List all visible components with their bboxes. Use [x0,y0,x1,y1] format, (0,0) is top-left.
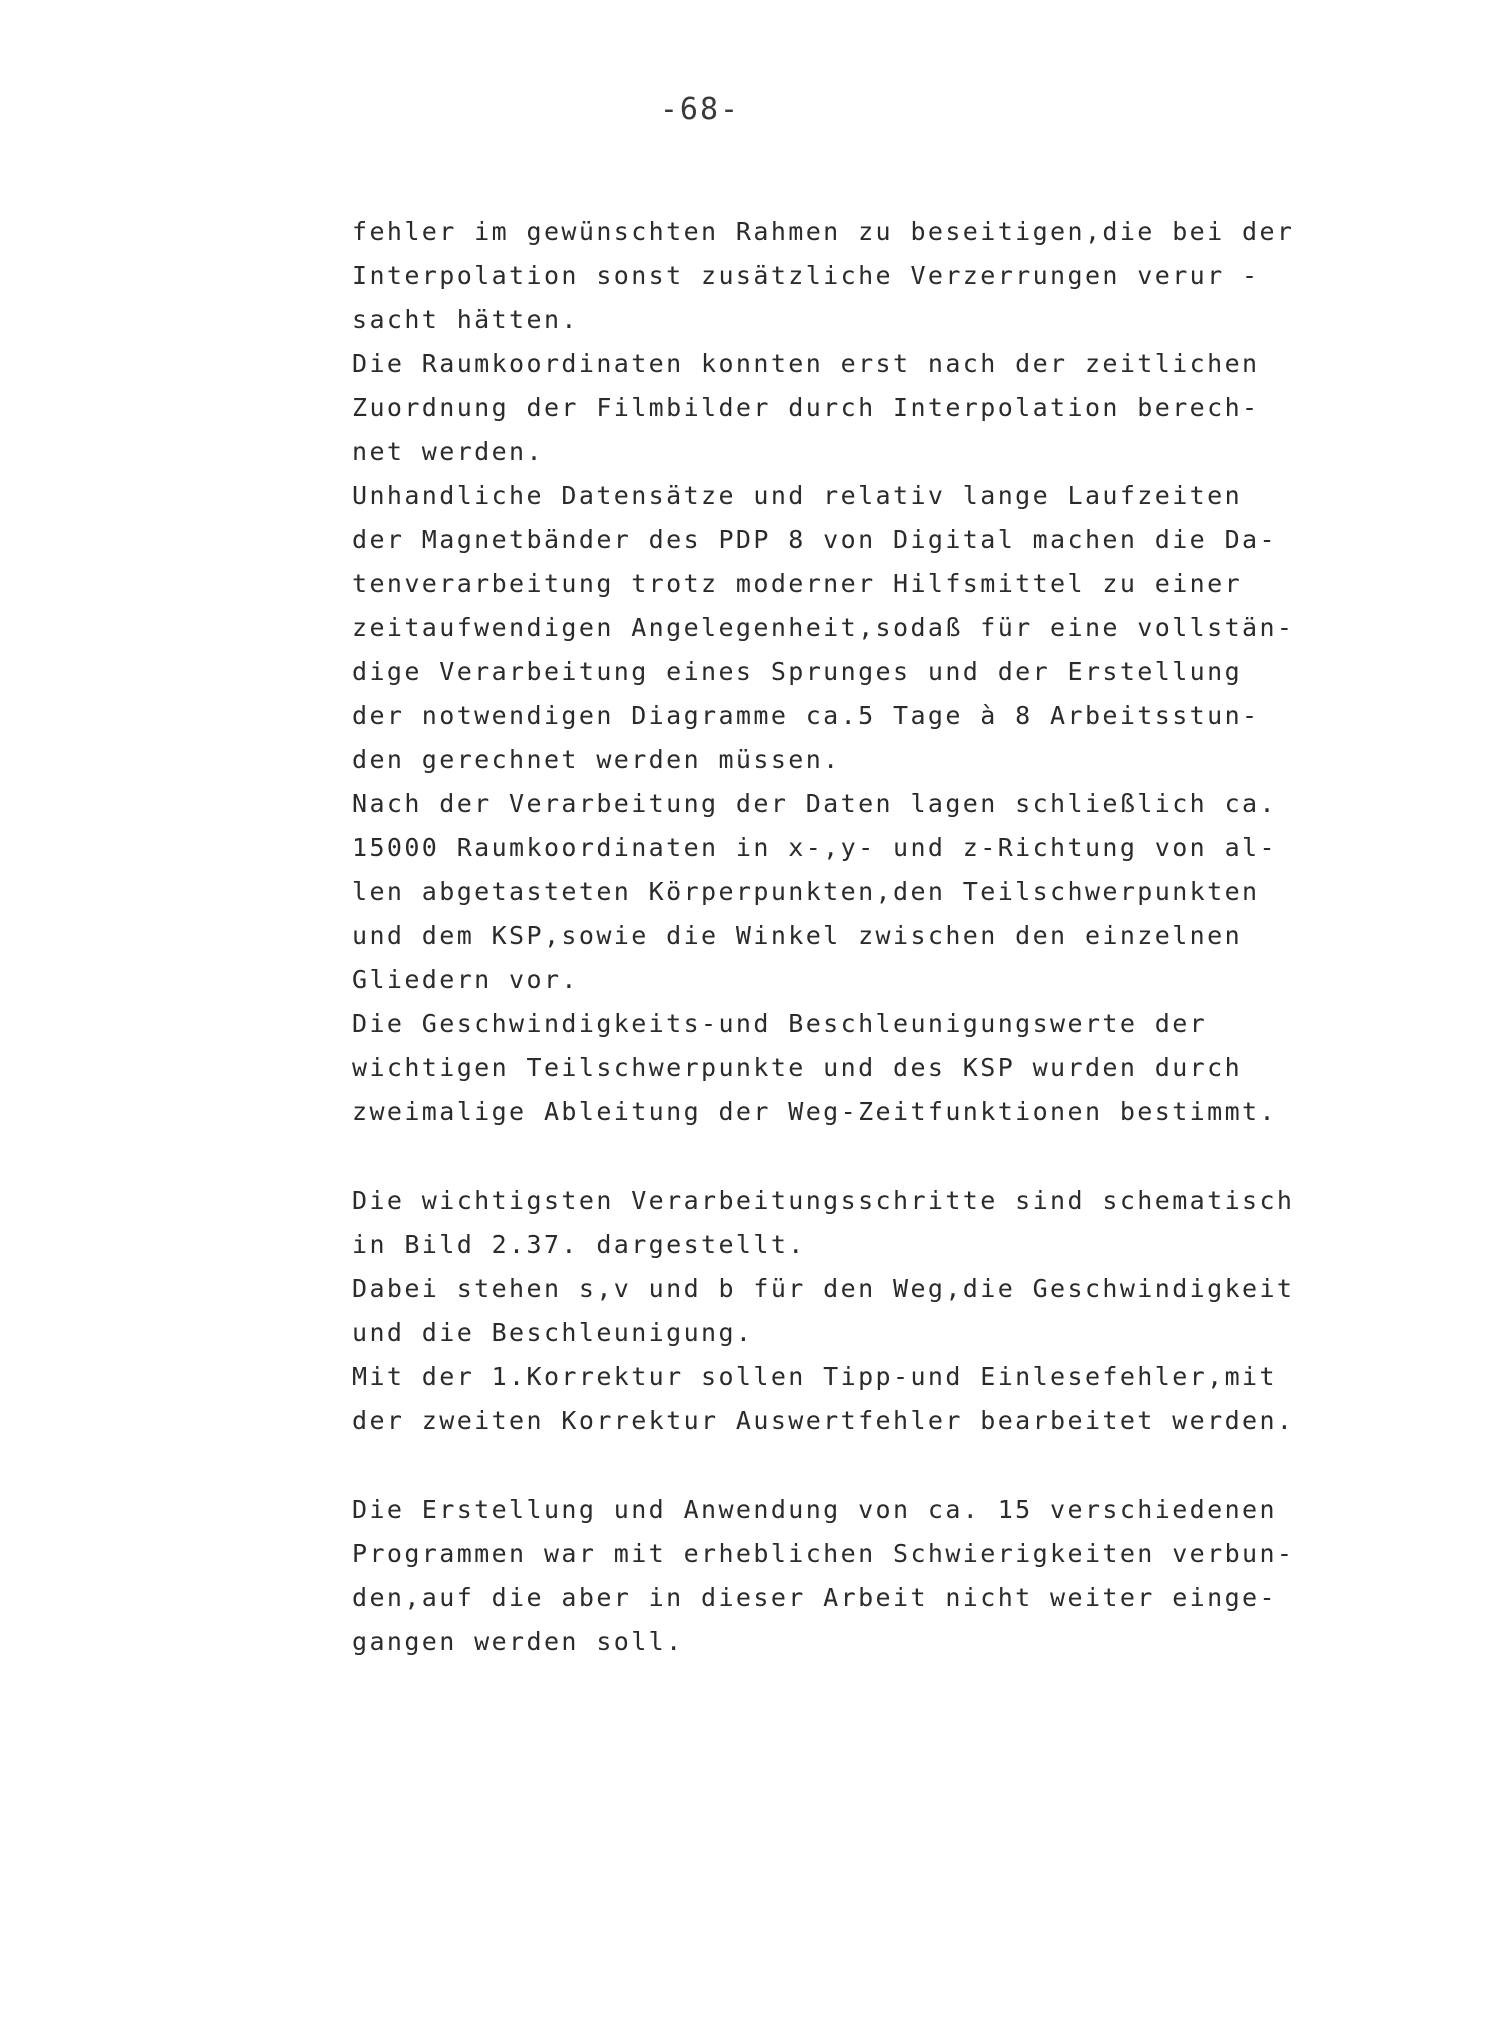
text-line: len abgetasteten Körperpunkten,den Teilschwerpunkten [352,877,1260,906]
text-line: Die Geschwindigkeits-und Beschleunigungswerte der [352,1009,1208,1038]
text-line: Die Raumkoordinaten konnten erst nach der zeitlichen [352,349,1260,378]
text-line: zweimalige Ableitung der Weg-Zeitfunktionen bestimmt. [352,1097,1277,1126]
text-line: Gliedern vor. [352,965,579,994]
text-line: 15000 Raumkoordinaten in x-,y- und z-Richtung von al- [352,833,1277,862]
paragraph-1 [352,210,1352,1134]
text-line: den gerechnet werden müssen. [352,745,841,774]
text-line: der Magnetbänder des PDP 8 von Digital machen die Da- [352,525,1277,554]
text-line: den,auf die aber in dieser Arbeit nicht weiter einge- [352,1583,1277,1612]
paragraph-spacer [352,1134,1352,1179]
text-line: net werden. [352,437,544,466]
text-line: fehler im gewünschten Rahmen zu beseitigen,die bei der [352,217,1295,246]
text-line: wichtigen Teilschwerpunkte und des KSP wurden durch [352,1053,1243,1082]
text-line: gangen werden soll. [352,1627,684,1656]
text-line: Dabei stehen s,v und b für den Weg,die Geschwindigkeit [352,1274,1295,1303]
text-line: Die Erstellung und Anwendung von ca. 15 verschiedenen [352,1495,1277,1524]
text-line: Zuordnung der Filmbilder durch Interpolation berech- [352,393,1260,422]
text-line: dige Verarbeitung eines Sprunges und der Erstellung [352,657,1243,686]
text-line: und die Beschleunigung. [352,1318,754,1347]
text-line: Mit der 1.Korrektur sollen Tipp-und Einlesefehler,mit [352,1362,1277,1391]
text-line: der zweiten Korrektur Auswertfehler bearbeitet werden. [352,1406,1295,1435]
text-line: Nach der Verarbeitung der Daten lagen schließlich ca. [352,789,1277,818]
text-line: Programmen war mit erheblichen Schwierigkeiten verbun- [352,1539,1295,1568]
text-line: und dem KSP,sowie die Winkel zwischen den einzelnen [352,921,1243,950]
text-line: tenverarbeitung trotz moderner Hilfsmittel zu einer [352,569,1243,598]
text-line: in Bild 2.37. dargestellt. [352,1230,806,1259]
text-line: sacht hätten. [352,305,579,334]
text-line: zeitaufwendigen Angelegenheit,sodaß für eine vollstän- [352,613,1295,642]
text-line: der notwendigen Diagramme ca.5 Tage à 8 Arbeitsstun- [352,701,1260,730]
text-line: Die wichtigsten Verarbeitungsschritte sind schematisch [352,1186,1295,1215]
body-text [352,210,1352,1664]
text-line: Interpolation sonst zusätzliche Verzerrungen verur - [352,261,1260,290]
paragraph-2 [352,1179,1352,1443]
paragraph-spacer [352,1443,1352,1488]
text-line: Unhandliche Datensätze und relativ lange Laufzeiten [352,481,1243,510]
paragraph-3 [352,1488,1352,1664]
page-number: -68- [659,92,741,127]
